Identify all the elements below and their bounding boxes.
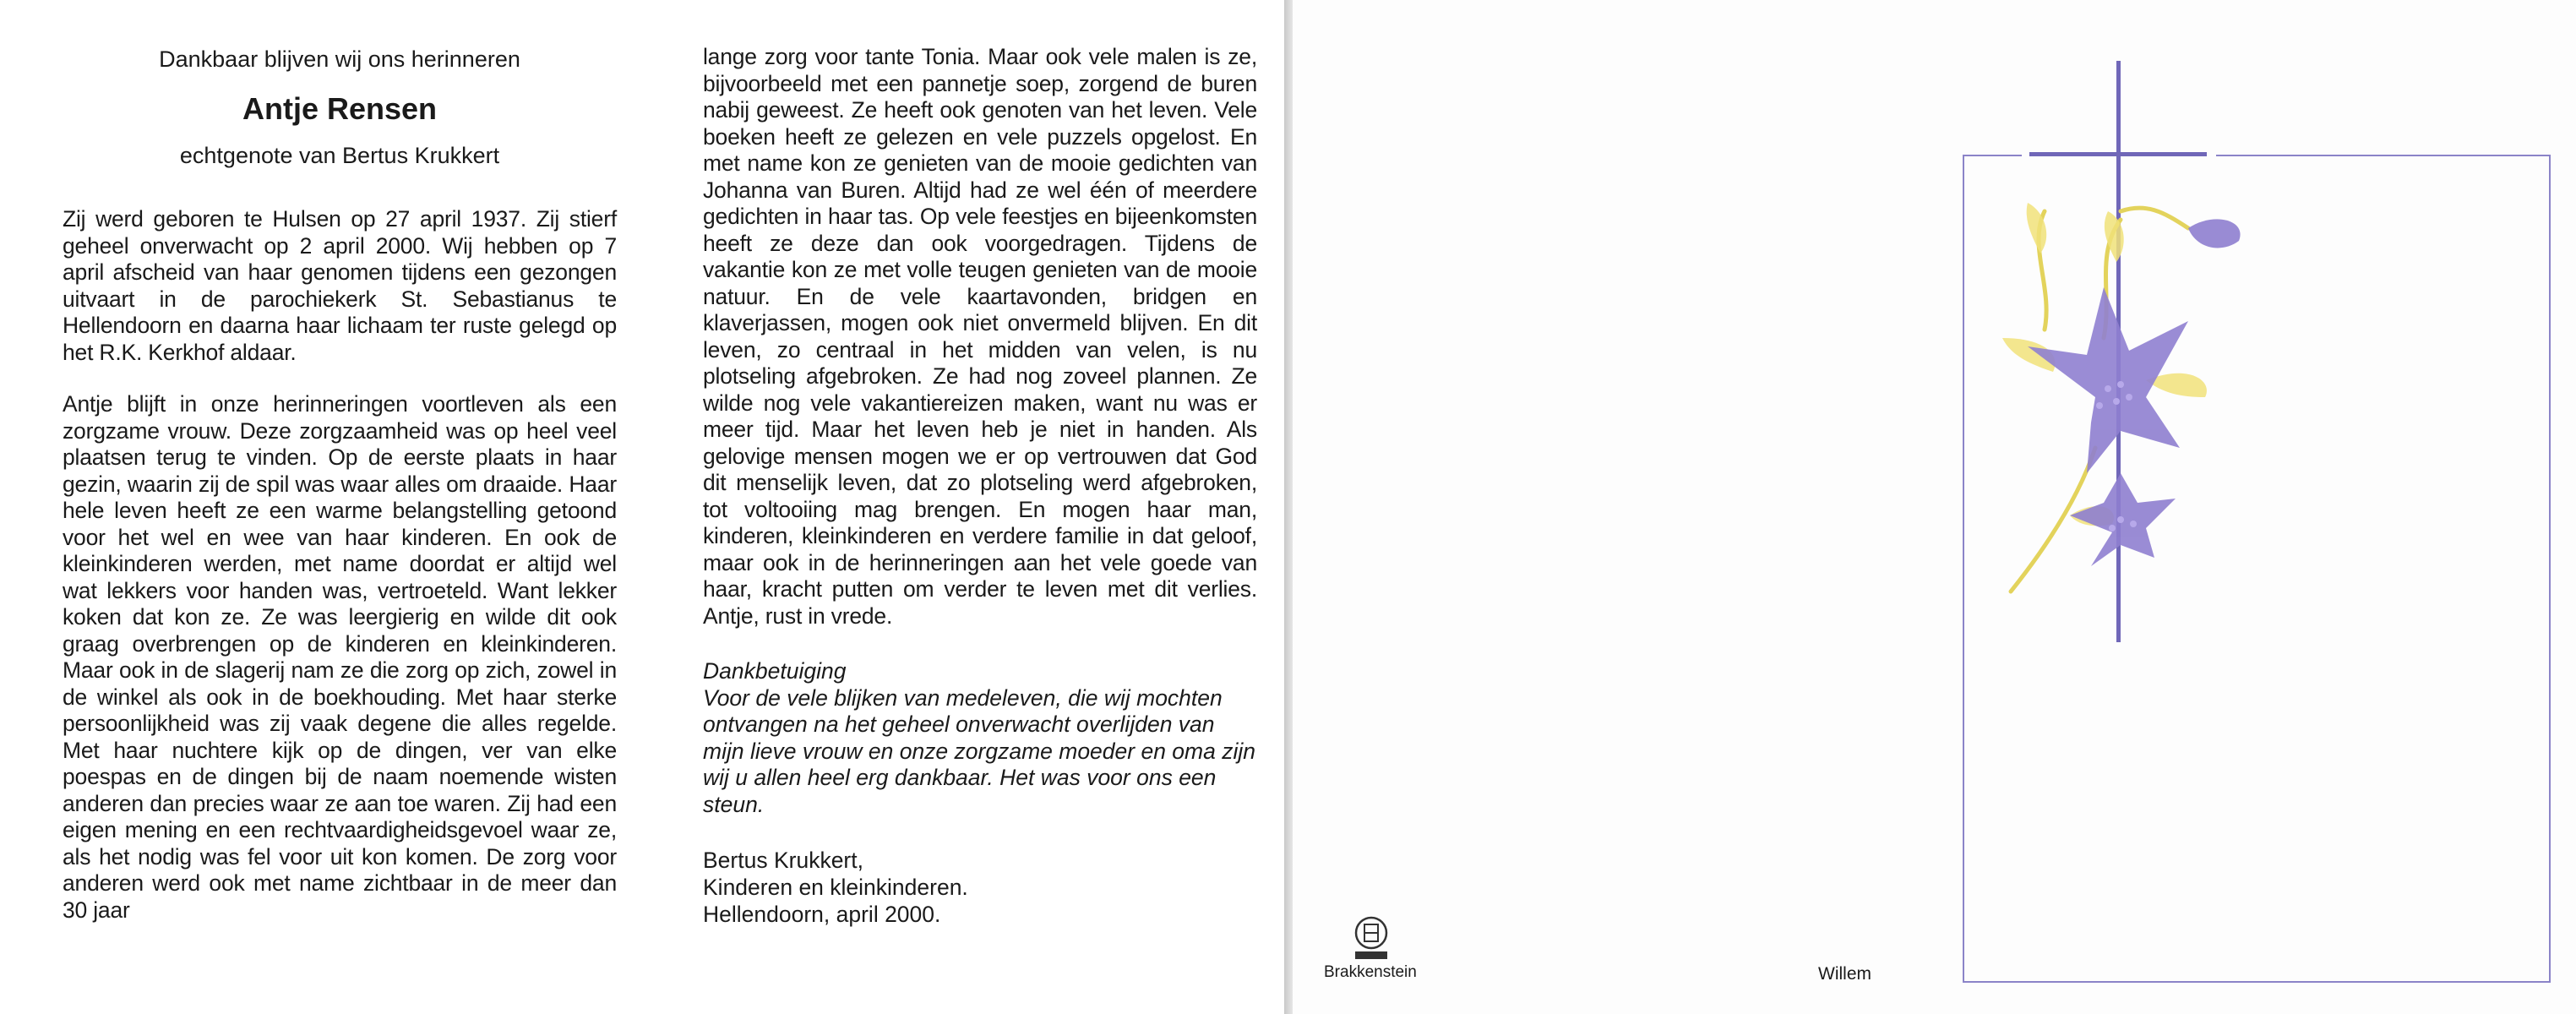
signature-place-date: Hellendoorn, april 2000. (703, 902, 941, 927)
signature-name: Bertus Krukkert, (703, 848, 863, 873)
biography-paragraph-2: Antje blijft in onze herinneringen voortleven als een zorgzame vrouw. Deze zorgzaamheid was op heel veel plaatsen terug te vinden. Op de eerste plaats in haar gezin, waarin zij de spil was waar alles om draaide. Haar hele leven heeft ze een warme belangstelling getoond voor het wel en wee van haar kinderen. En ook de kleinkinderen werden, met name doordat er altijd wel wat lekkers voor handen was, vertroeteld. Want lekker koken dat kon ze. Ze was leergierig en wilde dit ook graag overbrengen op de kinderen en kleinkinderen. Maar ook in de slagerij nam ze die zorg op zich, zowel in de winkel als ook in de boekhouding. Met haar sterke persoonlijkheid was zij vaak degene die alles regelde. Met haar nuchtere kijk op de dingen, ver van elke poespas en de dingen bij de naam noemende wisten anderen dan precies waar ze aan toe waren. Zij had een eigen mening en een rechtvaardigheidsgevoel waar ze, als het nodig was fel voor uit kon komen. De zorg voor anderen werd ook met name zichtbaar in de meer dan 30 jaar (63, 391, 617, 923)
flower-illustration-icon (1994, 194, 2332, 634)
left-column (63, 44, 617, 949)
right-column (703, 44, 1257, 928)
card-fold (1284, 0, 1293, 1014)
intro-line: Dankbaar blijven wij ons herinneren (159, 46, 520, 72)
publisher-name: Brakkenstein (1324, 963, 1417, 981)
thanks-body: Voor de vele blijken van medeleven, die wij mochten ontvangen na het geheel onverwacht overlijden van mijn lieve vrouw en onze zorgzame moeder en oma zijn wij u allen heel erg dankbaar. Het was voor ons een steun. (703, 684, 1255, 817)
thanks-title: Dankbetuiging (703, 658, 847, 684)
cross-horizontal-beam (2029, 152, 2207, 156)
publisher-logo-icon (1352, 914, 1391, 962)
designer-name: Willem (1818, 964, 1871, 984)
biography-paragraph-3: lange zorg voor tante Tonia. Maar ook vele malen is ze, bijvoorbeeld met een pannetje soep, zorgend de buren nabij geweest. Ze heeft ook genoten van het leven. Vele boeken heeft ze gelezen en vele puzzels opgelost. En met name kon ze genieten van de mooie gedichten van Johanna van Buren. Altijd had ze wel één of meerdere gedichten in haar tas. Op vele feestjes en bijeenkomsten heeft ze deze dan ook voorgedragen. Tijdens de vakantie kon ze met volle teugen genieten van de mooie natuur. En de vele kaartavonden, bridgen en klaverjassen, mogen ook niet onvermeld blijven. En dit leven, zo centraal in het midden van velen, is nu plotseling afgebroken. Ze had nog zoveel plannen. Ze wilde nog vele vakantiereizen maken, want nu was er meer tijd. Maar het leven heb je niet in handen. Als gelovige mensen mogen we er op vertrouwen dat God dit menselijk leven, dat zo plotseling werd afgebroken, tot voltooiing mag brengen. En mogen haar man, kinderen, kleinkinderen en verdere familie in dat geloof, maar ook in de herinneringen aan het vele goede van haar, kracht putten om verder te leven met dit verlies. Antje, rust in vrede. (703, 44, 1257, 629)
spouse-line: echtgenote van Bertus Krukkert (179, 143, 500, 168)
deceased-name: Antje Rensen (242, 91, 438, 126)
left-page (0, 0, 1284, 1014)
signature-family: Kinderen en kleinkinderen. (703, 875, 968, 900)
biography-paragraph-1: Zij werd geboren te Hulsen op 27 april 1937. Zij stierf geheel onverwacht op 2 april 2000. Wij hebben op 7 april afscheid van haar genomen tijdens een gezongen uitvaart in de parochiekerk St. Sebastianus te Hellendoorn en daarna haar lichaam ter ruste gelegd op het R.K. Kerkhof aldaar. (63, 206, 617, 365)
